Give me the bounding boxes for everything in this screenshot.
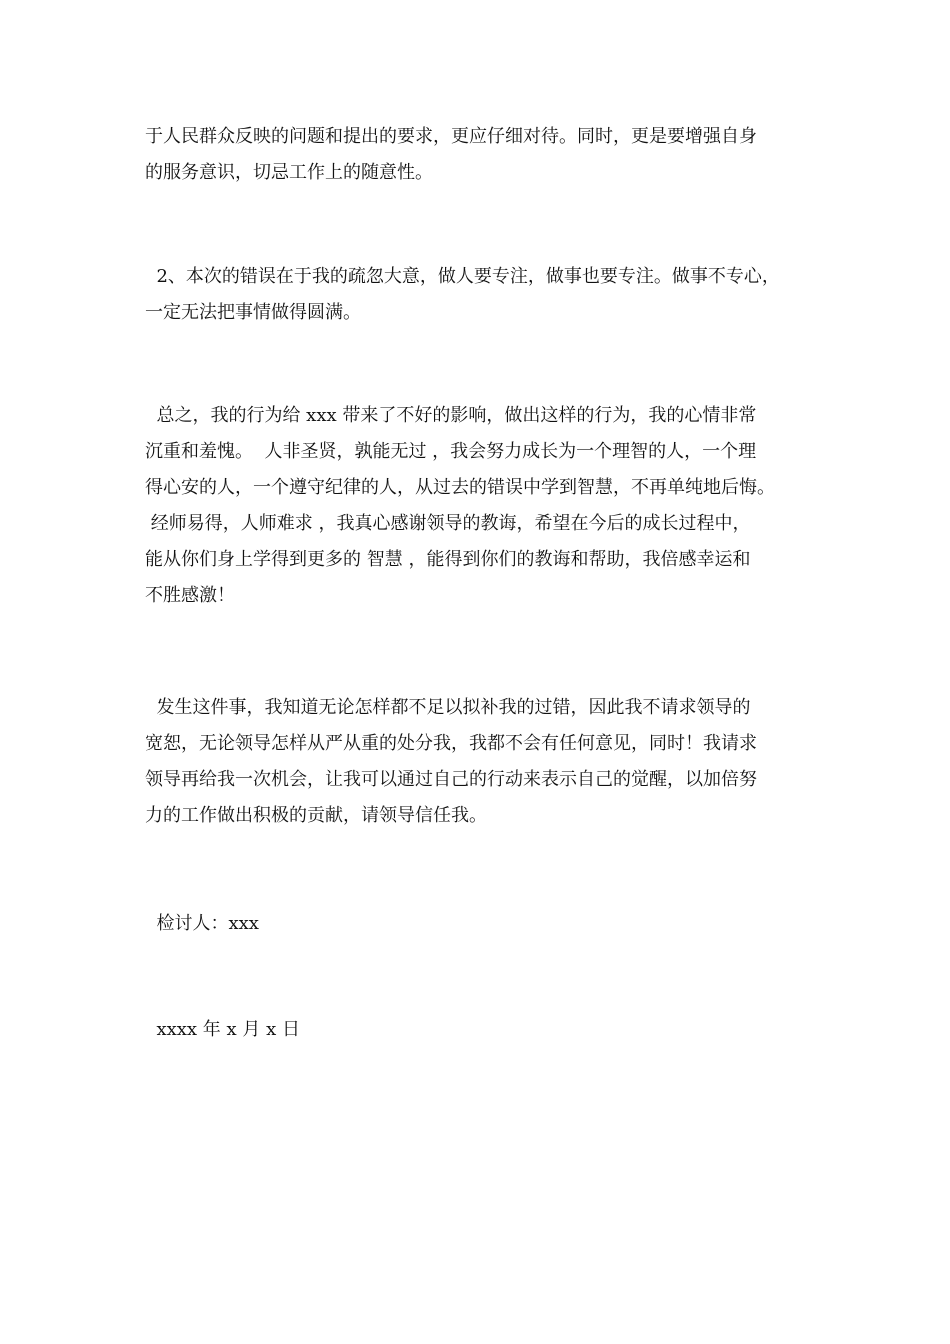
text-line: 宽恕，无论领导怎样从严从重的处分我，我都不会有任何意见，同时！我请求 xyxy=(145,733,757,754)
text-line: 2、本次的错误在于我的疏忽大意，做人要专注，做事也要专注。做事不专心， xyxy=(145,266,780,287)
text-line: 得心安的人，一个遵守纪律的人，从过去的错误中学到智慧，不再单纯地后悔。 xyxy=(145,477,775,498)
text-line: 力的工作做出积极的贡献，请领导信任我。 xyxy=(145,805,487,826)
paragraph-service-awareness xyxy=(145,119,825,191)
text-line: 经师易得，人师难求 ，我真心感谢领导的教诲，希望在今后的成长过程中， xyxy=(145,513,751,534)
document-date: xxxx 年 x 月 x 日 xyxy=(145,1019,300,1040)
paragraph-request xyxy=(145,690,825,834)
text-line: 沉重和羞愧。 人非圣贤，孰能无过 ，我会努力成长为一个理智的人，一个理 xyxy=(145,441,757,462)
text-line: 发生这件事，我知道无论怎样都不足以拟补我的过错，因此我不请求领导的 xyxy=(145,697,751,718)
text-line: 于人民群众反映的问题和提出的要求，更应仔细对待。同时，更是要增强自身 xyxy=(145,126,757,147)
signer-name: 检讨人：xxx xyxy=(145,913,259,934)
text-line: 领导再给我一次机会，让我可以通过自己的行动来表示自己的觉醒，以加倍努 xyxy=(145,769,757,790)
signature-line xyxy=(145,906,825,942)
text-line: 总之，我的行为给 xxx 带来了不好的影响，做出这样的行为，我的心情非常 xyxy=(145,405,757,426)
date-line xyxy=(145,1012,825,1048)
paragraph-point-2 xyxy=(145,259,825,331)
paragraph-summary xyxy=(145,398,825,614)
text-line: 的服务意识，切忌工作上的随意性。 xyxy=(145,162,433,183)
text-line: 能从你们身上学得到更多的 智慧 ，能得到你们的教诲和帮助，我倍感幸运和 xyxy=(145,549,751,570)
text-line: 不胜感激！ xyxy=(145,585,235,606)
text-line: 一定无法把事情做得圆满。 xyxy=(145,302,361,323)
